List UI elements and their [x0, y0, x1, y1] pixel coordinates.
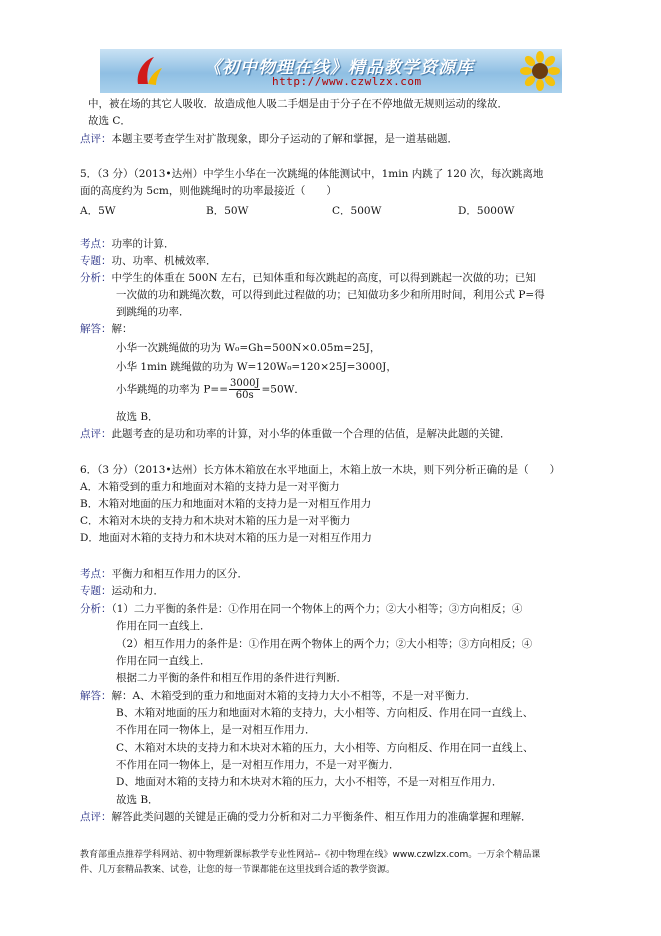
fenxi-row: [80, 270, 536, 287]
jieda-text: B、木箱对地面的压力和地面对木箱的支持力，大小相等、方向相反、作用在同一直线上、: [116, 707, 534, 719]
fraction-denominator: 60s: [235, 390, 254, 401]
jieda-text: 不作用在同一物体上，是一对相互作用力，不是一对平衡力．: [116, 759, 400, 771]
jieda-label: 解答：: [80, 323, 112, 335]
option-c: C．500W: [332, 205, 382, 217]
jieda-text: D、地面对木箱的支持力和木块对木箱的压力，大小不相等，不是一对相互作用力．: [116, 776, 503, 788]
comment-text: 解答此类问题的关键是正确的受力分析和对二力平衡条件、相互作用力的准确掌握和理解．: [111, 811, 532, 823]
comment-row: [80, 131, 458, 148]
question-6-stem: 6．（3 分）（2013•达州）长方体木箱放在水平地面上，木箱上放一木块，则下列分析正确的是（ ）: [80, 464, 561, 476]
option-a: A．木箱受到的重力和地面对木箱的支持力是一对平衡力: [80, 481, 340, 493]
zhuanti-row: [80, 253, 217, 270]
comment-text: 此题考查的是功和功率的计算，对小华的体重做一个合理的估值，是解决此题的关键．: [111, 428, 511, 440]
option-d: D．地面对木箱的支持力和木块对木箱的压力是一对相互作用力: [80, 532, 372, 544]
jieda-text: C、木箱对木块的支持力和木块对木箱的压力，大小相等、方向相反、作用在同一直线上、: [116, 742, 534, 754]
comment-row: [80, 809, 532, 826]
fenxi-row: [80, 601, 522, 618]
footer-line: 教育部重点推荐学科网站、初中物理新课标教学专业性网站--《初中物理在线》www.czwlzx.com。一万余个精品课: [80, 850, 541, 860]
kaodian-row: [80, 566, 248, 583]
answer: 故选 B．: [116, 411, 159, 423]
fenxi-text: 中学生的体重在 500N 左右，已知体重和每次跳起的高度，可以得到跳起一次做的功；已知: [111, 272, 536, 284]
zhuanti-text: 运动和力．: [111, 585, 164, 597]
fraction: [229, 378, 260, 401]
formula-suffix: =50W．: [261, 383, 305, 396]
zhuanti-text: 功、功率、机械效率．: [111, 255, 217, 267]
jieda-label: 解答：: [80, 690, 112, 702]
fenxi-text: （1）二力平衡的条件是：①作用在同一个物体上的两个力；②大小相等；③方向相反；④: [111, 603, 523, 615]
fenxi-text: 作用在同一直线上．: [116, 655, 211, 667]
comment-label: 点评：: [80, 133, 112, 145]
fenxi-label: 分析：: [80, 603, 112, 615]
option-b: B．50W: [206, 205, 249, 217]
fenxi-text: （2）相互作用力的条件是：①作用在两个物体上的两个力；②大小相等；③方向相反；④: [116, 638, 533, 650]
jieda-row: [80, 688, 476, 705]
header-banner: [100, 49, 562, 93]
comment-row: [80, 426, 511, 443]
banner-url[interactable]: http://www.czwlzx.com: [272, 75, 422, 88]
comment-label: 点评：: [80, 811, 112, 823]
answer: 故选 B．: [116, 794, 159, 806]
jieda-text: 不作用在同一物体上，是一对相互作用力．: [116, 724, 316, 736]
kaodian-text: 功率的计算．: [111, 238, 175, 250]
fenxi-text: 到跳绳的功率．: [116, 306, 190, 318]
fenxi-label: 分析：: [80, 272, 112, 284]
fenxi-text: 作用在同一直线上．: [116, 620, 211, 632]
formula-prefix: 小华跳绳的功率为 P==: [116, 383, 228, 396]
fenxi-text: 根据二力平衡的条件和相互作用的条件进行判断．: [116, 672, 347, 684]
question-5-stem: 面的高度约为 5cm，则他跳绳时的功率最接近（ ）: [80, 185, 337, 197]
jieda-text: 解：A、木箱受到的重力和地面对木箱的支持力大小不相等，不是一对平衡力．: [111, 690, 477, 702]
option-d: D．5000W: [458, 205, 515, 217]
comment-text: 本题主要考查学生对扩散现象，即分子运动的了解和掌握，是一道基础题．: [111, 133, 458, 145]
kaodian-label: 考点：: [80, 238, 112, 250]
banner-title: 《初中物理在线》精品教学资源库: [204, 58, 474, 78]
footer-line: 件、几万套精品教案、试卷，让您的每一节课都能在这里找到合适的教学资源。: [80, 865, 396, 875]
kaodian-row: [80, 236, 175, 253]
fraction-numerator: 3000J: [230, 378, 260, 389]
jieda-text: 解：: [111, 323, 133, 335]
jieda-row: [80, 321, 133, 338]
option-c: C．木箱对木块的支持力和木块对木箱的压力是一对平衡力: [80, 515, 351, 527]
text-line: 中，被在场的其它人吸收．故造成他人吸二手烟是由于分子在不停地做无规则运动的缘故．: [88, 98, 508, 110]
zhuanti-row: [80, 583, 164, 600]
question-5-stem: 5．（3 分）（2013•达州）中学生小华在一次跳绳的体能测试中，1min 内跳了 120 次，每次跳离地: [80, 168, 544, 180]
site-logo-icon: [134, 54, 164, 88]
option-b: B．木箱对地面的压力和地面对木箱的支持力是一对相互作用力: [80, 498, 372, 510]
page-footer: [80, 848, 590, 878]
sunflower-icon: [520, 51, 560, 91]
fenxi-text: 一次做的功和跳绳次数，可以得到此过程做的功；已知做功多少和所用时间，利用公式 P=得: [116, 289, 545, 301]
text-line: 故选 C．: [88, 115, 131, 127]
comment-label: 点评：: [80, 428, 112, 440]
solution-step: 小华一次跳绳做的功为 W₀=Gh=500N×0.05m=25J，: [116, 342, 381, 354]
solution-step: [116, 378, 305, 401]
zhuanti-label: 专题：: [80, 255, 112, 267]
solution-step: 小华 1min 跳绳做的功为 W=120W₀=120×25J=3000J，: [116, 361, 397, 373]
kaodian-text: 平衡力和相互作用力的区分．: [111, 568, 248, 580]
kaodian-label: 考点：: [80, 568, 112, 580]
zhuanti-label: 专题：: [80, 585, 112, 597]
option-a: A．5W: [80, 205, 116, 217]
